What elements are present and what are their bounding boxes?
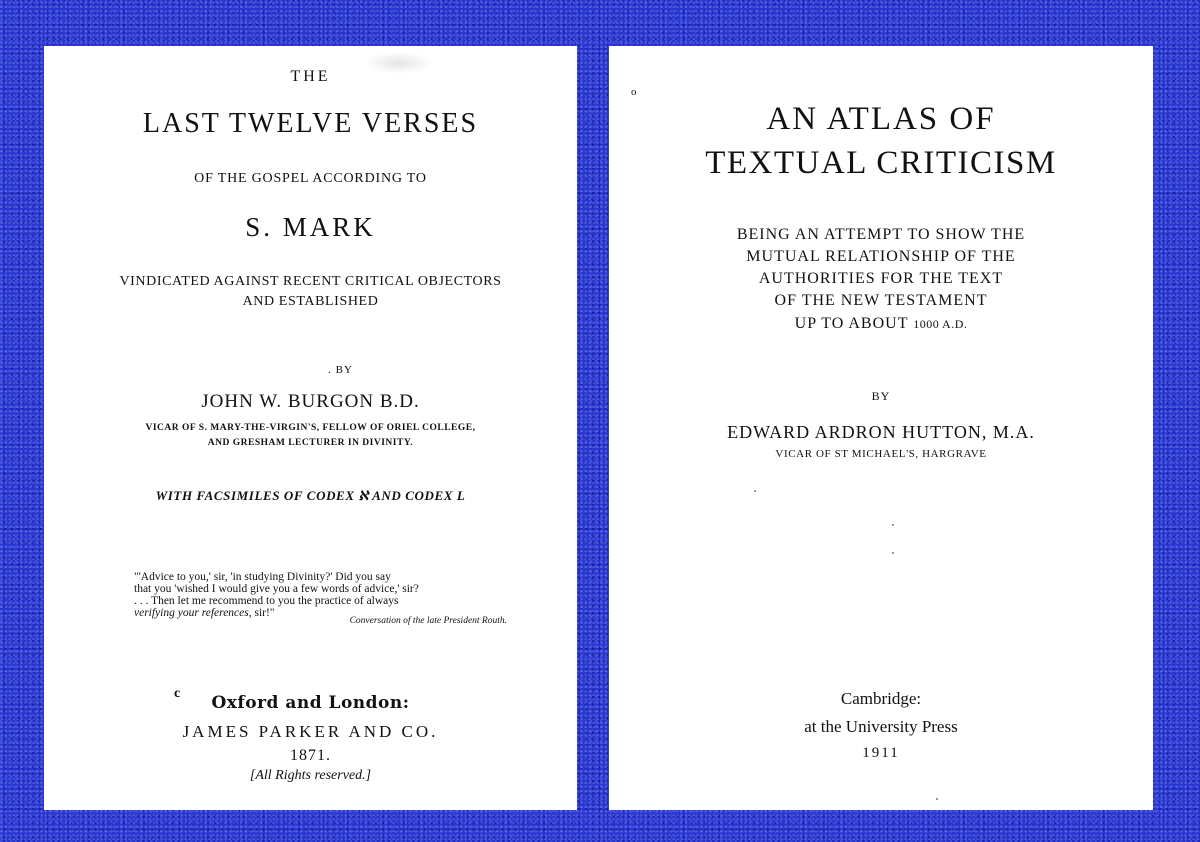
imprint-city: Oxford and London: <box>211 693 410 713</box>
subtitle-line-1: BEING AN ATTEMPT TO SHOW THE <box>736 226 1026 243</box>
publisher-name: JAMES PARKER AND CO. <box>182 722 439 741</box>
vindicated-line-2: AND ESTABLISHED <box>242 294 379 309</box>
subtitle-line-2: MUTUAL RELATIONSHIP OF THE <box>746 248 1016 265</box>
book-subject: S. MARK <box>245 212 376 242</box>
quote-line: "'Advice to you,' sir, 'in studying Divinity?' Did you say <box>134 571 391 583</box>
paper-speck <box>936 798 938 800</box>
book-title-line-1: AN ATLAS OF <box>766 101 996 137</box>
epigraph-quote <box>134 571 514 619</box>
margin-mark: o <box>631 86 637 98</box>
by-label: . BY <box>328 364 353 376</box>
subtitle-line-5-text: UP TO ABOUT <box>794 315 909 332</box>
by-label: BY <box>871 389 891 403</box>
book-title: LAST TWELVE VERSES <box>142 108 479 139</box>
rights-notice: [All Rights reserved.] <box>249 768 372 783</box>
author-affiliation-1: VICAR OF S. MARY-THE-VIRGIN'S, FELLOW OF ORIEL COLLEGE, <box>145 423 476 433</box>
paper-speck <box>892 552 894 554</box>
author-affiliation: VICAR OF ST MICHAEL'S, HARGRAVE <box>775 448 987 460</box>
title-article: THE <box>290 68 331 85</box>
author-name: EDWARD ARDRON HUTTON, M.A. <box>727 422 1035 442</box>
publication-year: 1911 <box>862 745 900 761</box>
quote-attribution: Conversation of the late President Routh. <box>349 616 507 626</box>
facsimiles-note: WITH FACSIMILES OF CODEX ℵ AND CODEX L <box>155 488 466 503</box>
subtitle-line-3: AUTHORITIES FOR THE TEXT <box>758 270 1004 287</box>
left-title-page <box>44 46 577 810</box>
paper-speck <box>754 490 756 492</box>
book-title-line-2: TEXTUAL CRITICISM <box>705 145 1057 181</box>
vindicated-line-1: VINDICATED AGAINST RECENT CRITICAL OBJECTORS <box>119 274 502 289</box>
quote-line: . . . Then let me recommend to you the practice of always <box>134 595 399 607</box>
quote-line: that you 'wished I would give you a few words of advice,' sir? <box>134 583 419 595</box>
margin-mark: c <box>174 686 181 701</box>
imprint-press: at the University Press <box>804 717 958 736</box>
subtitle-line-4: OF THE NEW TESTAMENT <box>774 292 988 309</box>
right-title-page <box>609 46 1153 810</box>
quote-italic: verifying your references, <box>134 607 252 619</box>
quote-end: sir!" <box>251 607 275 619</box>
publication-year: 1871. <box>290 747 331 764</box>
imprint-city: Cambridge: <box>840 689 922 708</box>
author-name: JOHN W. BURGON B.D. <box>201 391 420 412</box>
subtitle-date: 1000 A.D. <box>913 317 968 331</box>
subtitle-line-5 <box>609 315 1153 333</box>
book-subtitle: OF THE GOSPEL ACCORDING TO <box>194 171 427 186</box>
author-affiliation-2: AND GRESHAM LECTURER IN DIVINITY. <box>207 438 414 448</box>
paper-speck <box>892 524 894 526</box>
